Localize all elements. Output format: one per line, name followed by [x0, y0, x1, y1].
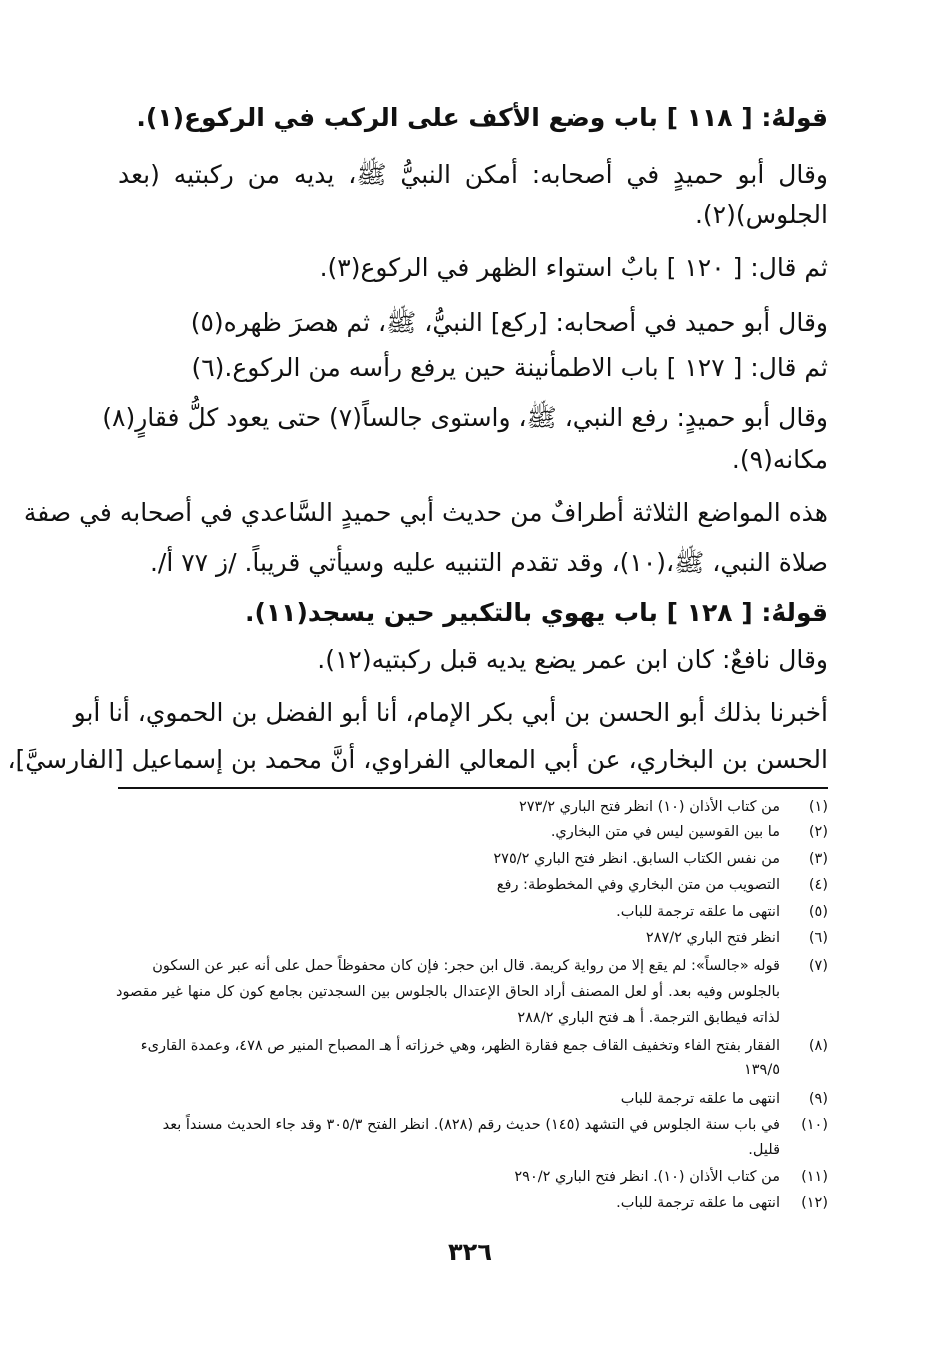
- footnote-item: [116, 820, 828, 845]
- footnote-item: [116, 873, 828, 898]
- footnote-item: [116, 926, 828, 951]
- footnote-text: من كتاب الأذان (١٠). انظر فتح الباري ٢٩٠/٢: [514, 1169, 780, 1185]
- body-line: الحسن بن البخاري، عن أبي المعالي الفراوي، أنَّ محمد بن إسماعيل [الفارسيَّ]،: [7, 745, 828, 774]
- footnote-item: [116, 1087, 828, 1112]
- footnote-text: في باب سنة الجلوس في التشهد (١٤٥) حديث رقم (٨٢٨). انظر الفتح ٣٠٥/٣ وقد جاء الحديث مسنداً بعد: [162, 1117, 780, 1133]
- footnote-number: (٦): [808, 930, 828, 946]
- footnote-text: انتهى ما علقه ترجمة للباب: [620, 1091, 780, 1107]
- footnote-number: (١): [808, 799, 828, 815]
- body-line: ثم قال: [ ١٢٠ ] بابٌ استواء الظهر في الركوع(٣).: [319, 253, 828, 282]
- footnote-continuation: بالجلوس وفيه بعد. أو لعل المصنف أراد الحاق الإعتدال بالجلوس بين السجدتين بجامع كون كل منها غير مقصود: [116, 984, 780, 1000]
- body-line: ثم قال: [ ١٢٧ ] باب الاطمأنينة حين يرفع رأسه من الركوع.(٦): [191, 353, 828, 382]
- footnote-text: التصويب من متن البخاري وفي المخطوطة: رفع: [496, 877, 780, 893]
- footnote-number: (٨): [808, 1038, 828, 1054]
- footnote-number: (٣): [808, 851, 828, 867]
- footnote-number: (٧): [808, 958, 828, 974]
- footnote-number: (٢): [808, 824, 828, 840]
- body-line-heading-128: قولهُ: [ ١٢٨ ] باب يهوي بالتكبير حين يسجد(١١).: [244, 598, 828, 627]
- footnote-number: (٥): [808, 904, 828, 920]
- footnote-number: (٩): [808, 1091, 828, 1107]
- footnote-number: (١١): [801, 1169, 828, 1185]
- footnote-text: قوله «جالساً»: لم يقع إلا من رواية كريمة. قال ابن حجر: فإن كان محفوظاً حمل على أنه عبر عن السكون: [152, 958, 780, 974]
- footnote-number: (١٢): [801, 1195, 828, 1211]
- footnote-number: (٤): [808, 877, 828, 893]
- footnote-text: ما بين القوسين ليس في متن البخاري.: [550, 824, 780, 840]
- footnote-item: [116, 900, 828, 925]
- footnote-text: انتهى ما علقه ترجمة للباب.: [616, 904, 780, 920]
- footnote-text: انتهى ما علقه ترجمة للباب.: [616, 1195, 780, 1211]
- footnote-continuation: لذاته فيطابق الترجمة. أ هـ فتح الباري ٢٨٨/٢: [517, 1010, 780, 1026]
- footnote-item: [116, 847, 828, 872]
- footnote-item: [116, 1165, 828, 1190]
- footnote-item: [116, 1113, 828, 1138]
- footnote-text: الفقار بفتح الفاء وتخفيف القاف جمع فقارة الظهر، وهي خرزاته أ هـ المصباح المنير ص ٤٧٨، وعمدة القارىء: [140, 1038, 780, 1054]
- body-line: مكانه(٩).: [731, 445, 828, 474]
- footnote-text: من نفس الكتاب السابق. انظر فتح الباري ٢٧٥/٢: [493, 851, 780, 867]
- body-line: وقال أبو حميدٍ في أصحابه: أمكن النبيُّ ﷺ، يديه من ركبتيه (بعد: [118, 160, 828, 189]
- footnote-item: [116, 1034, 828, 1059]
- body-line-heading-118: قولهُ: [ ١١٨ ] باب وضع الأكف على الركب في الركوع(١).: [136, 103, 828, 132]
- body-line: صلاة النبي، ﷺ،(١٠)، وقد تقدم التنبيه عليه وسيأتي قريباً. /ز ٧٧ أ/.: [149, 548, 828, 577]
- footnote-text: انظر فتح الباري ٢٨٧/٢: [645, 930, 780, 946]
- footnote-item: [116, 954, 828, 979]
- body-line: أخبرنا بذلك أبو الحسن بن أبي بكر الإمام، أنا أبو الفضل بن الحموي، أنا أبو: [73, 698, 828, 727]
- body-line: الجلوس)(٢).: [694, 200, 828, 229]
- footnote-continuation: قليل.: [748, 1142, 780, 1158]
- footnote-continuation: ١٣٩/٥: [743, 1062, 780, 1078]
- body-line: هذه المواضع الثلاثة أطرافٌ من حديث أبي حميدٍ السَّاعدي في أصحابه في صفة: [23, 498, 828, 527]
- footnote-text: من كتاب الأذان (١٠) انظر فتح الباري ٢٧٣/٢: [518, 799, 780, 815]
- body-line: وقال نافعٌ: كان ابن عمر يضع يديه قبل ركبتيه(١٢).: [317, 645, 828, 674]
- footnote-separator: [118, 787, 828, 789]
- footnote-item: [116, 795, 828, 820]
- body-line: وقال أبو حميد في أصحابه: [ركع] النبيُّ، ﷺ، ثم هصرَ ظهره(٥): [190, 308, 828, 337]
- footnote-item: [116, 1191, 828, 1216]
- page-number: ٣٢٦: [448, 1238, 492, 1266]
- body-line: وقال أبو حميدٍ: رفع النبي، ﷺ، واستوى جالساً(٧) حتى يعود كلُّ فقارٍ(٨): [102, 403, 828, 432]
- footnote-number: (١٠): [801, 1117, 828, 1133]
